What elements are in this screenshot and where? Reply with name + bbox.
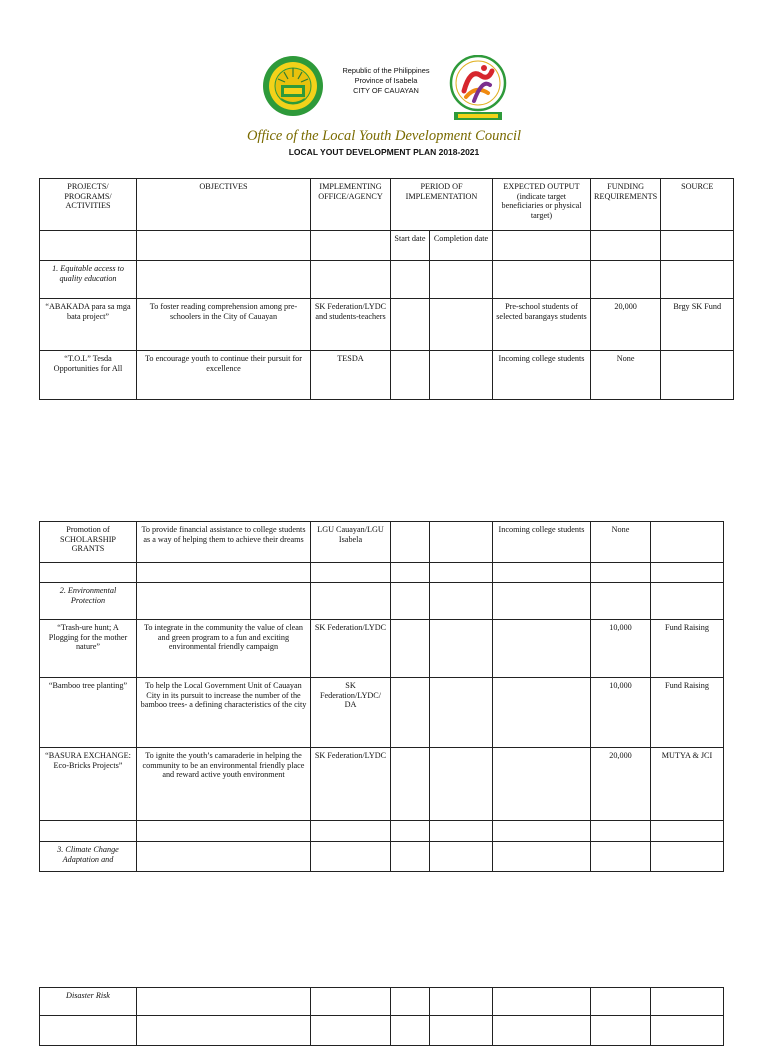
office-cell: SK Federation/LYDC [311,620,391,678]
table-row [40,522,724,563]
empty-cell [493,988,591,1016]
empty-cell [493,842,591,872]
document-header [0,0,768,170]
empty-cell [591,842,651,872]
empty-cell [391,842,430,872]
empty-cell [137,1016,311,1046]
objective-cell: To help the Local Government Unit of Cauayan City in its pursuit to increase the number of the bamboo trees- a defining characteristics of the city [137,678,311,748]
objective-cell: To integrate in the community the value of clean and green program to a fun and exciting environmental friendly campaign [137,620,311,678]
empty-cell [651,842,724,872]
empty-cell [493,821,591,842]
youth-council-logo [448,55,508,123]
funding-cell: 10,000 [591,620,651,678]
plan-table-part-3 [39,987,724,1046]
empty-cell [430,988,493,1016]
source-cell [661,351,734,400]
funding-cell: None [591,351,661,400]
empty-cell [137,842,311,872]
empty-cell [311,261,391,299]
section-row [40,988,724,1016]
empty-cell [430,299,493,351]
funding-cell: 20,000 [591,299,661,351]
office-cell: TESDA [311,351,391,400]
output-cell [493,620,591,678]
empty-cell [391,583,430,620]
office-title: Office of the Local Youth Development Council [246,128,522,144]
empty-cell [311,988,391,1016]
empty-cell [430,620,493,678]
empty-row [40,1016,724,1046]
office-cell: SK Federation/LYDC/ DA [311,678,391,748]
source-cell [651,522,724,563]
city-seal-logo [262,55,324,117]
table-row [40,678,724,748]
empty-cell [651,1016,724,1046]
address-republic: Republic of the Philippines [342,66,430,75]
ppa-cell: “Trash-ure hunt; A Plogging for the mother nature” [40,620,137,678]
ppa-cell: “BASURA EXCHANGE: Eco-Bricks Projects” [40,748,137,821]
empty-cell [591,261,661,299]
output-cell [493,678,591,748]
empty-cell [391,299,430,351]
col-header-funding: FUNDING REQUIREMENTS [591,179,661,231]
objective-cell: To foster reading comprehension among pre-schoolers in the City of Cauayan [137,299,311,351]
empty-cell [591,1016,651,1046]
empty-cell [430,1016,493,1046]
output-cell: Incoming college students [493,351,591,400]
empty-cell [391,261,430,299]
col-header-completion: Completion date [430,231,493,261]
empty-cell [591,821,651,842]
empty-cell [651,583,724,620]
col-header-objectives: OBJECTIVES [137,179,311,231]
empty-cell [493,1016,591,1046]
empty-cell [661,231,734,261]
col-header-output: EXPECTED OUTPUT (indicate target beneficiaries or physical target) [493,179,591,231]
empty-cell [391,821,430,842]
empty-cell [40,1016,137,1046]
empty-cell [137,988,311,1016]
empty-cell [311,563,391,583]
subheader-row [40,231,734,261]
empty-cell [391,620,430,678]
address-province: Province of Isabela [354,76,418,85]
empty-cell [430,583,493,620]
ppa-cell: “T.O.L” Tesda Opportunities for All [40,351,137,400]
office-cell: SK Federation/LYDC and students-teachers [311,299,391,351]
funding-cell: None [591,522,651,563]
empty-cell [591,231,661,261]
empty-cell [391,522,430,563]
empty-cell [137,231,311,261]
empty-cell [430,821,493,842]
plan-table-part-1 [39,178,734,400]
empty-cell [430,563,493,583]
empty-cell [591,563,651,583]
col-header-source: SOURCE [661,179,734,231]
empty-cell [591,988,651,1016]
empty-cell [493,583,591,620]
empty-cell [430,261,493,299]
empty-cell [391,563,430,583]
section-row [40,842,724,872]
empty-cell [137,821,311,842]
col-header-office: IMPLEMENTING OFFICE/AGENCY [311,179,391,231]
col-header-period: PERIOD OF IMPLEMENTATION [391,179,493,231]
funding-cell: 10,000 [591,678,651,748]
plan-title: LOCAL YOUT DEVELOPMENT PLAN 2018-2021 [288,147,480,157]
objective-cell: To encourage youth to continue their pursuit for excellence [137,351,311,400]
column-header-row [40,179,734,231]
empty-row [40,563,724,583]
empty-row [40,821,724,842]
empty-cell [137,261,311,299]
empty-cell [651,821,724,842]
col-header-ppa: PROJECTS/ PROGRAMS/ ACTIVITIES [40,179,137,231]
output-cell: Incoming college students [493,522,591,563]
table-row [40,748,724,821]
empty-cell [430,748,493,821]
plan-table-part-2 [39,521,724,872]
empty-cell [493,261,591,299]
empty-cell [430,678,493,748]
office-cell: SK Federation/LYDC [311,748,391,821]
section-row [40,261,734,299]
funding-cell: 20,000 [591,748,651,821]
empty-cell [430,351,493,400]
objective-cell: To ignite the youth’s camaraderie in helping the community to be an environmental friendly place and reward active youth environment [137,748,311,821]
empty-cell [311,231,391,261]
address-block [330,66,442,96]
office-cell: LGU Cauayan/LGU Isabela [311,522,391,563]
empty-cell [391,1016,430,1046]
section-row [40,583,724,620]
empty-cell [311,821,391,842]
output-cell [493,748,591,821]
empty-cell [40,821,137,842]
objective-cell: To provide financial assistance to college students as a way of helping them to achieve their dreams [137,522,311,563]
ppa-cell: “ABAKADA para sa mga bata project” [40,299,137,351]
source-cell: MUTYA & JCI [651,748,724,821]
output-cell: Pre-school students of selected barangays students [493,299,591,351]
empty-cell [493,231,591,261]
table-row [40,620,724,678]
empty-cell [137,563,311,583]
empty-cell [430,522,493,563]
source-cell: Fund Raising [651,620,724,678]
empty-cell [311,842,391,872]
empty-cell [40,563,137,583]
source-cell: Brgy SK Fund [661,299,734,351]
empty-cell [40,231,137,261]
table-row [40,299,734,351]
empty-cell [391,351,430,400]
source-cell: Fund Raising [651,678,724,748]
table-row [40,351,734,400]
ppa-cell: “Bamboo tree planting” [40,678,137,748]
section-label: 1. Equitable access to quality education [40,261,137,299]
empty-cell [391,748,430,821]
section-label: 3. Climate Change Adaptation and [40,842,137,872]
section-label: Disaster Risk [40,988,137,1016]
empty-cell [137,583,311,620]
col-header-start: Start date [391,231,430,261]
ppa-cell: Promotion of SCHOLARSHIP GRANTS [40,522,137,563]
empty-cell [430,842,493,872]
empty-cell [651,563,724,583]
empty-cell [493,563,591,583]
empty-cell [311,583,391,620]
empty-cell [651,988,724,1016]
address-city: CITY OF CAUAYAN [353,86,419,95]
section-label: 2. Environmental Protection [40,583,137,620]
empty-cell [311,1016,391,1046]
empty-cell [391,678,430,748]
empty-cell [661,261,734,299]
empty-cell [391,988,430,1016]
empty-cell [591,583,651,620]
